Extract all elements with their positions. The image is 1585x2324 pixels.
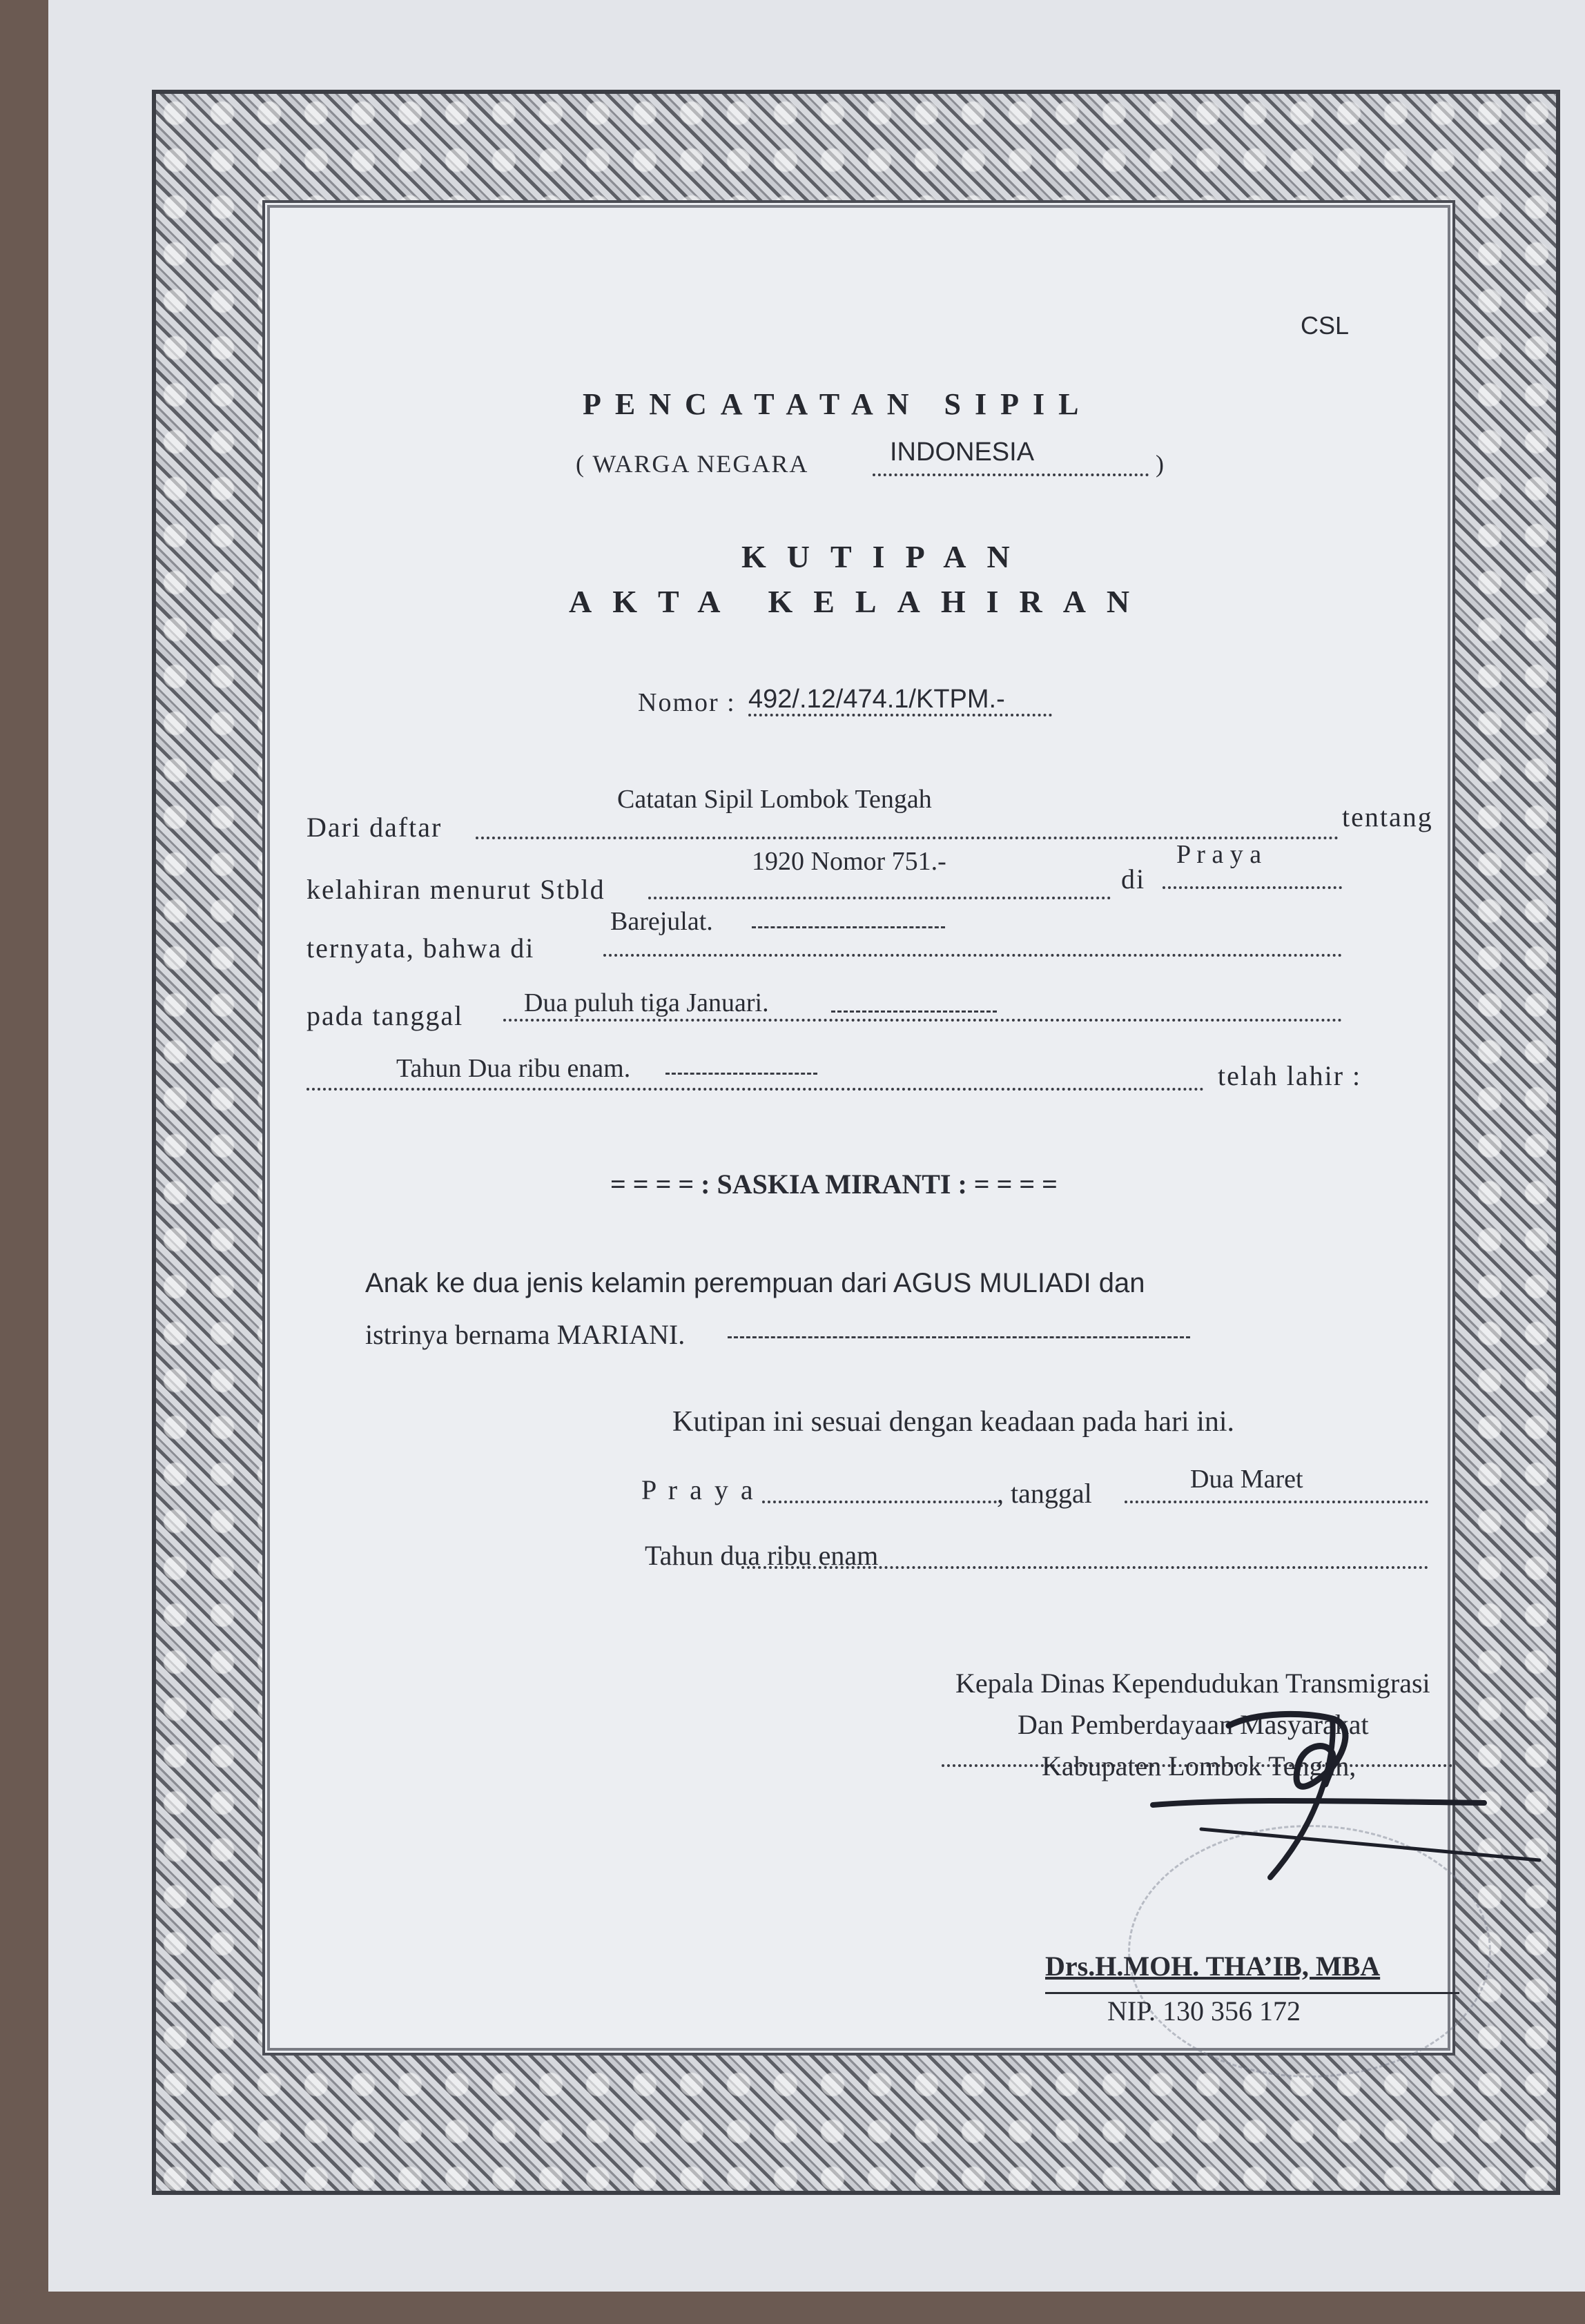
year-dash-line bbox=[665, 1073, 817, 1075]
birth-law-value: 1920 Nomor 751.- bbox=[752, 847, 946, 876]
about-label: tentang bbox=[1342, 801, 1433, 832]
signer-underline bbox=[1045, 1992, 1459, 1994]
issue-date-line bbox=[1125, 1501, 1428, 1503]
date-label: pada tanggal bbox=[307, 1000, 464, 1031]
parent-dash-line bbox=[728, 1336, 1190, 1338]
place-dash-line bbox=[752, 926, 945, 928]
handwritten-signature bbox=[1125, 1684, 1567, 1891]
parent-line-2: istrinya bernama MARIANI. bbox=[365, 1319, 685, 1350]
issue-year-line bbox=[741, 1566, 1428, 1569]
signer-nip: NIP. 130 356 172 bbox=[1107, 1995, 1301, 2027]
year-value: Tahun Dua ribu enam. bbox=[396, 1054, 631, 1083]
date-dash-line bbox=[831, 1010, 997, 1013]
place-label: ternyata, bahwa di bbox=[307, 932, 535, 964]
issue-place-line bbox=[762, 1501, 997, 1503]
number-dotted-line bbox=[748, 714, 1052, 716]
citizenship-dotted-line bbox=[873, 473, 1149, 476]
issue-year: Tahun dua ribu enam bbox=[645, 1540, 879, 1571]
birth-law-label: kelahiran menurut Stbld bbox=[307, 874, 605, 905]
place-value: Barejulat. bbox=[610, 907, 713, 936]
validity-statement: Kutipan ini sesuai dengan keadaan pada hari ini. bbox=[672, 1406, 1235, 1438]
birth-law-line bbox=[648, 897, 1111, 899]
official-title-1: Kepala Dinas Kependudukan Transmigrasi bbox=[955, 1668, 1430, 1699]
place-line bbox=[603, 954, 1342, 957]
certificate-number: 492/.12/474.1/KTPM.- bbox=[748, 685, 1005, 714]
official-title-3: Kabupaten Lombok Tengah, bbox=[1042, 1750, 1357, 1781]
citizenship-value: INDONESIA bbox=[890, 438, 1035, 467]
from-register-label: Dari daftar bbox=[307, 812, 443, 843]
date-line bbox=[503, 1019, 1342, 1022]
issue-place: P r a y a bbox=[641, 1474, 756, 1505]
official-title-2: Dan Pemberdayaan Masyarakat bbox=[1018, 1709, 1369, 1740]
issue-date-label: , tanggal bbox=[997, 1478, 1092, 1509]
at-line bbox=[1163, 886, 1342, 889]
number-label: Nomor : bbox=[638, 688, 736, 717]
citizenship-close: ) bbox=[1156, 450, 1165, 478]
signer-name: Drs.H.MOH. THA’IB, MBA bbox=[1045, 1951, 1381, 1982]
doc-title-akta: AKTA KELAHIRAN bbox=[569, 584, 1151, 619]
year-line bbox=[307, 1088, 1204, 1091]
from-register-value: Catatan Sipil Lombok Tengah bbox=[617, 785, 932, 814]
document-code: CSL bbox=[1301, 311, 1350, 340]
agency-title: PENCATATAN SIPIL bbox=[583, 387, 1093, 421]
at-label: di bbox=[1121, 863, 1146, 895]
child-name: = = = = : SASKIA MIRANTI : = = = = bbox=[610, 1169, 1058, 1200]
date-value: Dua puluh tiga Januari. bbox=[524, 988, 769, 1017]
at-value: P r a y a bbox=[1176, 840, 1262, 869]
parent-line-1: Anak ke dua jenis kelamin perempuan dari AGUS MULIADI dan bbox=[365, 1268, 1145, 1298]
citizenship-label: ( WARGA NEGARA bbox=[576, 450, 809, 478]
certificate-sheet bbox=[48, 0, 1585, 2292]
born-label: telah lahir : bbox=[1218, 1060, 1362, 1091]
doc-title-kutipan: KUTIPAN bbox=[741, 539, 1031, 574]
issue-date-value: Dua Maret bbox=[1190, 1465, 1303, 1494]
from-register-line bbox=[476, 837, 1339, 839]
